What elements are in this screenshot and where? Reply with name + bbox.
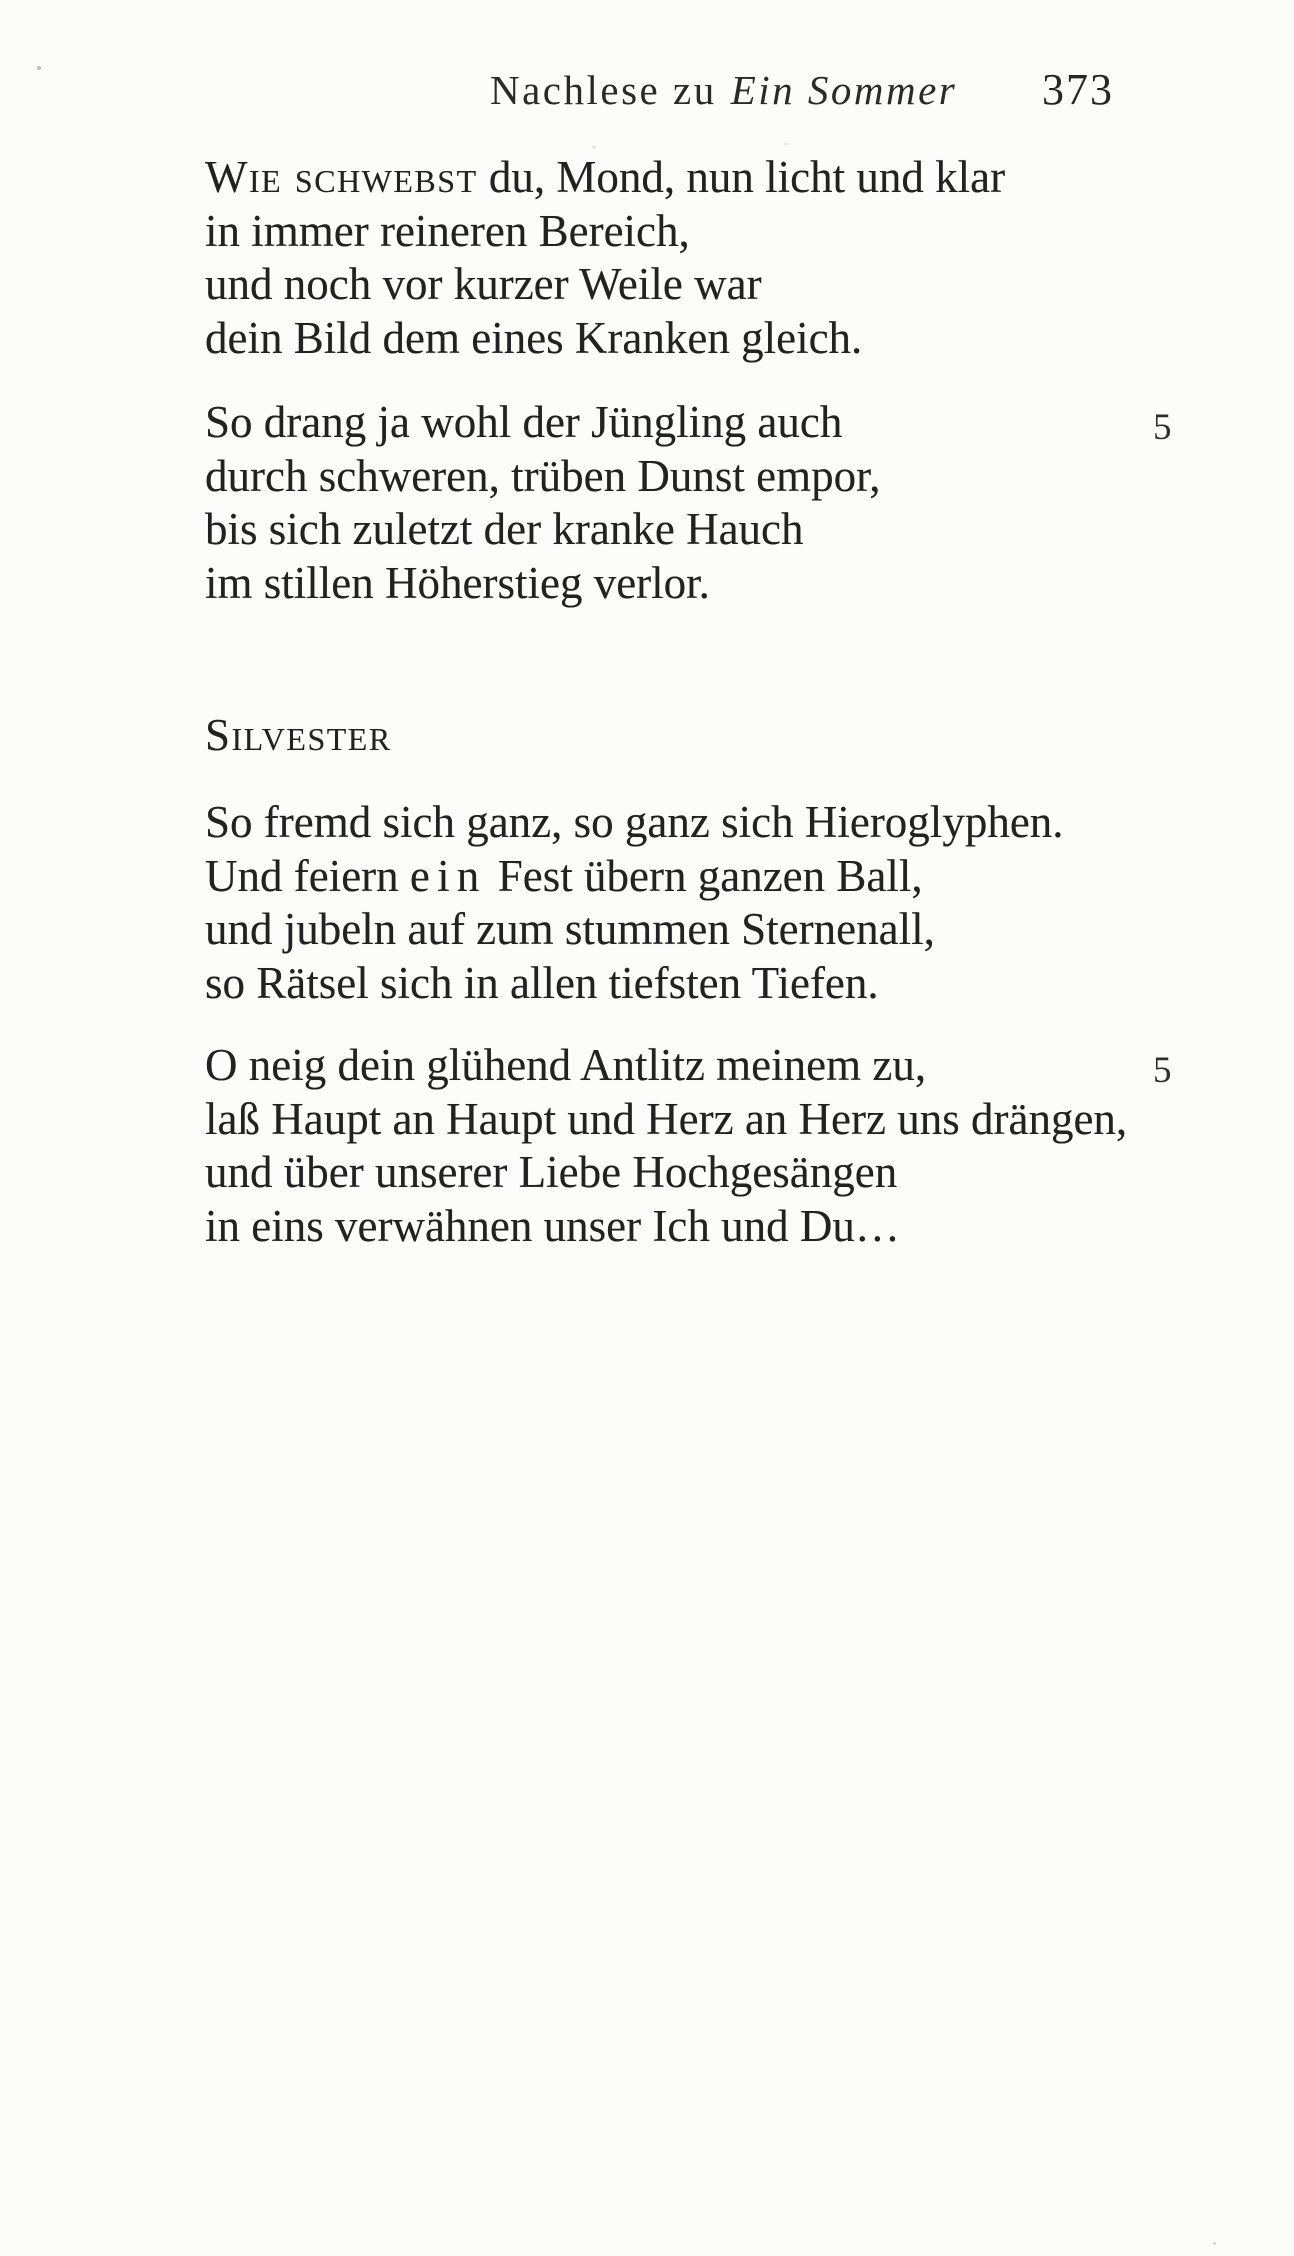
poem-line: Und feiern ein Fest übern ganzen Ball, bbox=[205, 850, 923, 901]
scan-speck bbox=[37, 66, 41, 70]
scan-speck bbox=[592, 145, 596, 149]
scan-speck bbox=[785, 143, 787, 145]
stanza bbox=[205, 396, 1215, 610]
scan-speck bbox=[616, 234, 619, 237]
poem-line: durch schweren, trüben Dunst empor, bbox=[205, 450, 881, 501]
work-title-italic: Ein Sommer bbox=[730, 67, 958, 113]
verse-line-number: 5 bbox=[1153, 407, 1172, 448]
poem-line: dein Bild dem eines Kranken gleich. bbox=[205, 312, 863, 363]
stanza bbox=[205, 1039, 1215, 1253]
stanza bbox=[205, 151, 1215, 365]
poem-line: so Rätsel sich in allen tiefsten Tiefen. bbox=[205, 957, 879, 1008]
verse-line-number: 5 bbox=[1153, 1050, 1172, 1091]
poem-line: So fremd sich ganz, so ganz sich Hieroglyphen. bbox=[205, 797, 1064, 847]
poem-line: laß Haupt an Haupt und Herz an Herz uns drängen, bbox=[205, 1093, 1128, 1144]
poem-line: in immer reineren Bereich, bbox=[205, 205, 690, 256]
running-header bbox=[490, 66, 957, 114]
poem-line: So drang ja wohl der Jüngling auch bbox=[205, 397, 843, 447]
poem-line: und noch vor kurzer Weile war bbox=[205, 259, 762, 309]
scan-speck bbox=[1213, 2242, 1216, 2245]
running-header-text: Nachlese zu bbox=[490, 67, 717, 113]
stanza bbox=[205, 796, 1215, 1010]
poem-line: im stillen Höherstieg verlor. bbox=[205, 557, 710, 608]
poem-line: O neig dein glühend Antlitz meinem zu, bbox=[205, 1040, 927, 1090]
page-number: 373 bbox=[1042, 65, 1114, 114]
poem-heading bbox=[205, 709, 1215, 763]
poem-line: und über unserer Liebe Hochgesängen bbox=[205, 1147, 898, 1197]
poem-line: in eins verwähnen unser Ich und Du… bbox=[205, 1200, 900, 1251]
poem-line: und jubeln auf zum stummen Sternenall, bbox=[205, 904, 935, 954]
poem-heading-line: Silvester bbox=[205, 710, 392, 760]
poem-line: bis sich zuletzt der kranke Hauch bbox=[205, 504, 804, 554]
poem-line: Wie schwebst du, Mond, nun licht und klar bbox=[205, 152, 1006, 202]
